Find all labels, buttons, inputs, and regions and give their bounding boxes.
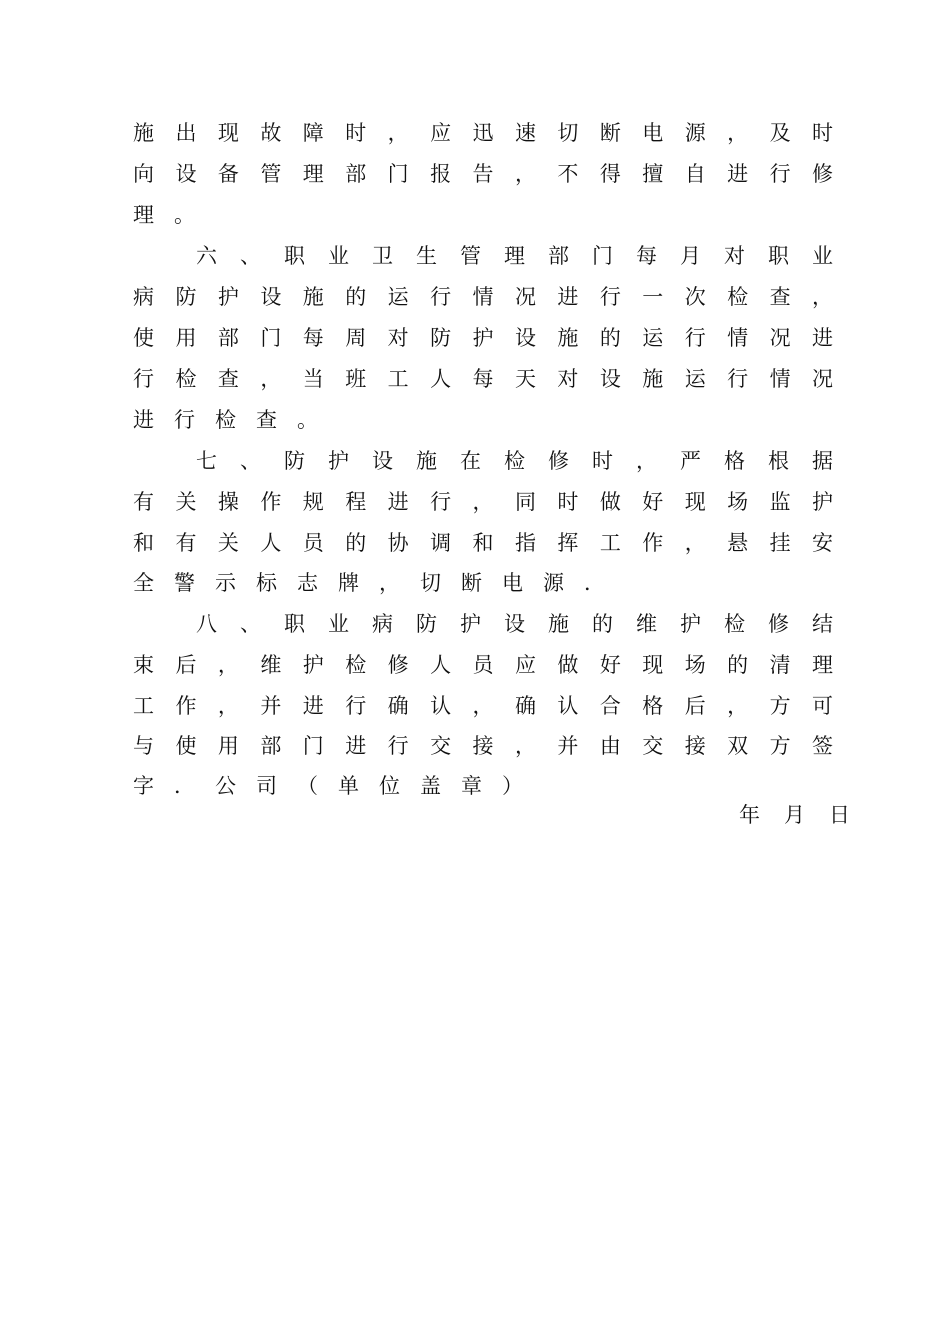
- date-day-label: 日: [829, 803, 850, 827]
- text-line: 使 用 部 门 每 周 对 防 护 设 施 的 运 行 情 况 进: [133, 326, 833, 350]
- paragraph-seven-heading-line: 七 、 防 护 设 施 在 检 修 时 ， 严 格 根 据: [196, 449, 833, 473]
- paragraph-six-heading-line: 六 、 职 业 卫 生 管 理 部 门 每 月 对 职 业: [196, 244, 833, 268]
- text-line: 全 警 示 标 志 牌 ， 切 断 电 源 ．: [133, 571, 605, 595]
- text-line: 行 检 查 ， 当 班 工 人 每 天 对 设 施 运 行 情 况: [133, 367, 833, 391]
- date-year-label: 年: [739, 803, 760, 827]
- text-line: 工 作 ， 并 进 行 确 认 ， 确 认 合 格 后 ， 方 可: [133, 694, 833, 718]
- text-line: 与 使 用 部 门 进 行 交 接 ， 并 由 交 接 双 方 签: [133, 734, 833, 758]
- date-month-label: 月: [784, 803, 805, 827]
- text-line: 病 防 护 设 施 的 运 行 情 况 进 行 一 次 检 查 ，: [133, 285, 833, 309]
- date-line: [739, 800, 850, 830]
- text-line: 进 行 检 查 。: [133, 408, 318, 432]
- paragraph-eight-heading-line: 八 、 职 业 病 防 护 设 施 的 维 护 检 修 结: [196, 612, 833, 636]
- text-line: 向 设 备 管 理 部 门 报 告 ， 不 得 擅 自 进 行 修: [133, 162, 833, 186]
- company-seal-line: 字 ． 公 司 （ 单 位 盖 章 ）: [133, 774, 523, 798]
- text-line: 和 有 关 人 员 的 协 调 和 指 挥 工 作 ， 悬 挂 安: [133, 531, 833, 555]
- text-line: 理 。: [133, 203, 195, 227]
- text-line: 束 后 ， 维 护 检 修 人 员 应 做 好 现 场 的 清 理: [133, 653, 833, 677]
- text-line: 施 出 现 故 障 时 ， 应 迅 速 切 断 电 源 ， 及 时: [133, 121, 833, 145]
- text-line: 有 关 操 作 规 程 进 行 ， 同 时 做 好 现 场 监 护: [133, 490, 833, 514]
